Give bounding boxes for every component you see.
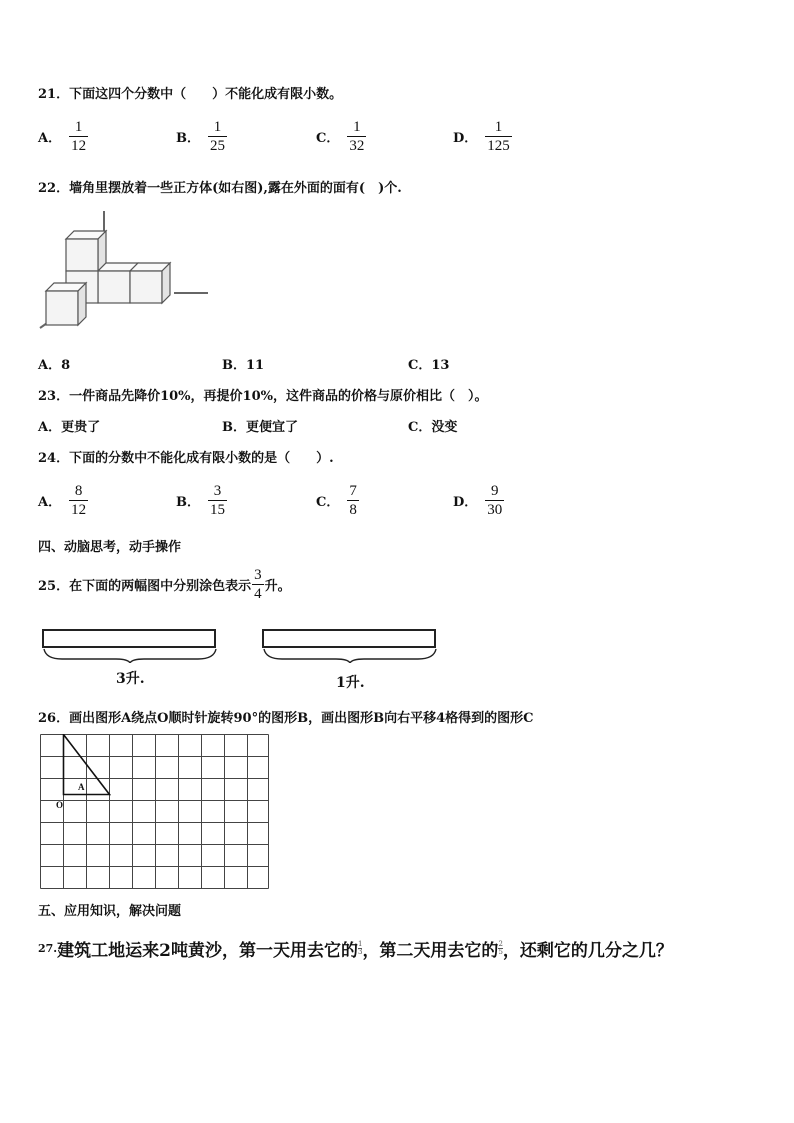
q25-prefix: 25．在下面的两幅图中分别涂色表示 xyxy=(38,579,252,594)
point-o-label: O xyxy=(56,800,64,810)
q22-text: 22．墙角里摆放着一些正方体(如右图),露在外面的面有( )个. xyxy=(38,181,402,196)
fraction: $\frac{9}{30}$ xyxy=(487,483,503,518)
q21-option-c[interactable] xyxy=(316,118,366,155)
bar-label-1-liter: 1升. xyxy=(336,675,365,691)
q21-option-b[interactable] xyxy=(176,118,227,155)
q24-option-b[interactable] xyxy=(176,482,227,519)
q22-option-b[interactable]: B．11 xyxy=(222,358,265,373)
option-label: C． xyxy=(316,495,340,510)
q21-option-a[interactable] xyxy=(38,118,88,155)
fraction-one-third: 1 3 xyxy=(357,940,363,956)
option-label: C． xyxy=(316,131,340,146)
option-label: A． xyxy=(38,495,62,510)
q22-option-a[interactable]: A．8 xyxy=(38,358,71,373)
bar-label-3-liters: 3升. xyxy=(116,671,145,687)
q22-option-c[interactable]: C．13 xyxy=(408,358,450,373)
q25-suffix: 升。 xyxy=(264,579,291,594)
option-label: D． xyxy=(453,495,478,510)
bar-1-liter xyxy=(262,629,438,663)
fraction: $\frac{7}{8}$ xyxy=(349,483,357,518)
section-5-heading: 五、应用知识，解决问题 xyxy=(38,904,182,919)
fraction: $\frac{1}{125}$ xyxy=(487,119,510,154)
q24-text: 24．下面的分数中不能化成有限小数的是（ ）. xyxy=(38,451,334,466)
grid-figure xyxy=(40,734,270,892)
q27-part3: ，还剩它的几分之几？ xyxy=(502,941,673,961)
q23-text: 23．一件商品先降价10%，再提价10%，这件商品的价格与原价相比（ ）。 xyxy=(38,389,488,404)
fraction: $\frac{3}{15}$ xyxy=(210,483,225,518)
triangle-label: A xyxy=(78,782,85,792)
q23-option-b[interactable]: B．更便宜了 xyxy=(222,420,298,435)
q21-option-d[interactable] xyxy=(453,118,512,155)
q27-part1: 建筑工地运来2吨黄沙，第一天用去它的 xyxy=(57,941,358,961)
q27-number: 27. xyxy=(38,942,58,955)
fraction: $\frac{1}{32}$ xyxy=(349,119,365,154)
fraction-two-fifths: 2 5 xyxy=(498,940,503,956)
q24-option-a[interactable] xyxy=(38,482,88,519)
fraction: $\frac{1}{12}$ xyxy=(71,119,87,154)
fraction: $\frac{8}{12}$ xyxy=(71,483,87,518)
fraction: $\frac{3}{4}$ xyxy=(254,567,262,602)
option-label: A． xyxy=(38,131,62,146)
q24-option-c[interactable] xyxy=(316,482,359,519)
q23-option-a[interactable]: A．更贵了 xyxy=(38,420,101,435)
q27-part2: ，第二天用去它的 xyxy=(362,941,499,961)
q26-text: 26．画出图形A绕点O顺时针旋转90°的图形B，画出图形B向右平移4格得到的图形C xyxy=(38,711,534,726)
option-label: D． xyxy=(453,131,478,146)
q27-text xyxy=(38,936,673,961)
option-label: B． xyxy=(176,495,200,510)
fraction: $\frac{1}{25}$ xyxy=(210,119,225,154)
cube-corner-figure xyxy=(36,203,212,343)
bar-3-liters xyxy=(42,629,218,663)
q21-text: 21．下面这四个分数中（ ）不能化成有限小数。 xyxy=(38,87,343,102)
q23-option-c[interactable]: C．没变 xyxy=(408,420,458,435)
q24-option-d[interactable] xyxy=(453,482,504,519)
option-label: B． xyxy=(176,131,200,146)
section-4-heading: 四、动脑思考，动手操作 xyxy=(38,540,182,555)
q25-text xyxy=(38,566,291,603)
